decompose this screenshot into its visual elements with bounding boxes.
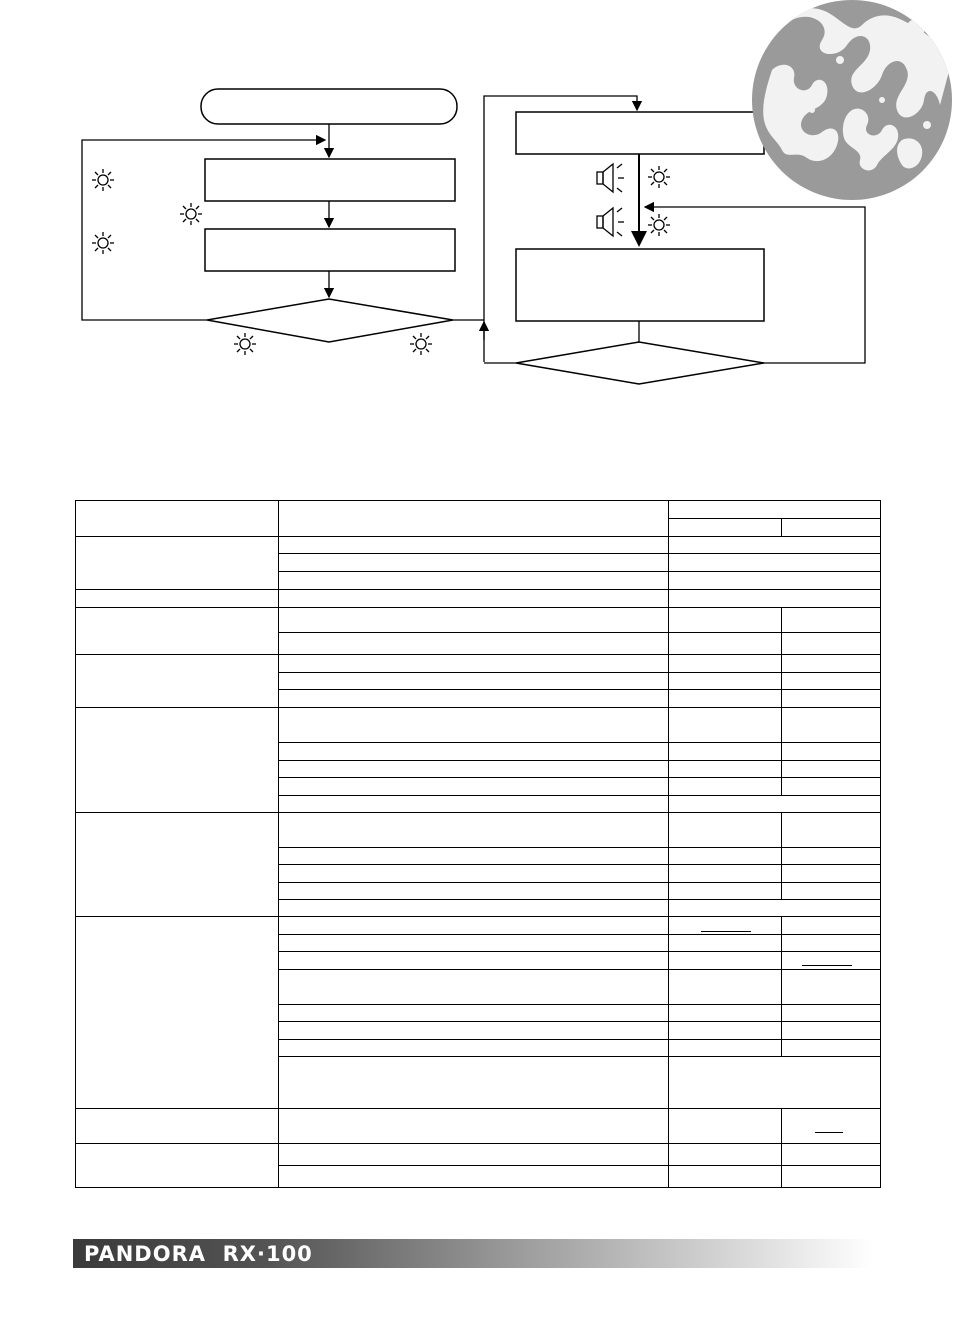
table-row [76,917,881,935]
flow-start-terminal [201,89,457,124]
table-cell [279,572,669,590]
table-cell [669,501,881,519]
table-cell [782,1109,881,1144]
flow-box-2 [205,229,455,271]
table-cell [76,917,279,1109]
flow-box-1 [205,159,455,201]
table-cell [669,1166,782,1188]
table-cell [782,935,881,952]
table-cell [76,1144,279,1188]
table-cell [279,1166,669,1188]
table-cell [669,761,782,778]
table-cell [279,708,669,743]
sun-icon [234,333,256,355]
table-cell [782,761,881,778]
table-cell [279,970,669,1005]
table-cell [669,608,782,633]
flow-decision-1 [207,299,453,342]
table-cell [279,1109,669,1144]
flow-box-3 [516,112,764,154]
table-cell [76,537,279,590]
globe-icon [752,0,953,205]
table-cell [669,796,881,813]
table-cell [669,572,881,590]
table-cell [279,848,669,865]
table-cell [782,865,881,883]
table-cell [669,970,782,1005]
sun-icon [410,333,432,355]
footer-bar [73,1239,873,1268]
table-cell [782,690,881,708]
spec-table [75,500,881,1188]
sun-icon [648,166,670,188]
table-cell [76,590,279,608]
table-cell [782,633,881,655]
table-row [76,655,881,673]
table-cell [669,865,782,883]
table-cell [782,519,881,537]
table-cell [782,1022,881,1040]
table-cell [669,519,782,537]
table-cell [669,708,782,743]
table-cell [279,743,669,761]
table-cell [782,813,881,848]
table-cell [279,952,669,970]
sun-icon [648,214,670,236]
table-row [76,537,881,554]
table-row [76,813,881,848]
table-cell [279,1144,669,1166]
table-cell [279,1057,669,1109]
table-cell [279,900,669,917]
table-cell [669,900,881,917]
table-cell [669,690,782,708]
table-cell [669,590,881,608]
table-row [76,501,881,519]
table-cell [669,813,782,848]
table-cell [782,848,881,865]
table-cell [279,865,669,883]
table-cell [279,1040,669,1057]
table-cell [669,1005,782,1022]
table-cell [76,655,279,708]
table-cell [669,554,881,572]
table-cell [782,1040,881,1057]
table-cell [782,952,881,970]
table-cell [669,1144,782,1166]
flow-box-4 [516,249,764,321]
table-cell [669,743,782,761]
table-cell [279,1022,669,1040]
sun-icon [92,169,114,191]
table-cell [669,917,782,935]
table-cell [782,970,881,1005]
table-cell [279,917,669,935]
table-cell [279,935,669,952]
table-cell [669,537,881,554]
table-cell [669,1109,782,1144]
flow-decision-2 [516,342,764,384]
table-cell [279,673,669,690]
table-cell [279,813,669,848]
table-cell [782,743,881,761]
table-cell [279,690,669,708]
speaker-icon [597,164,624,192]
table-cell [782,708,881,743]
table-cell [279,796,669,813]
table-cell [669,1057,881,1109]
table-row [76,608,881,633]
table-cell [669,1040,782,1057]
table-row [76,708,881,743]
table-cell [782,778,881,796]
footer-product-title: PANDORA RX·100 [84,1242,313,1266]
table-cell [782,655,881,673]
table-cell [782,917,881,935]
table-cell [76,608,279,655]
table-cell [782,608,881,633]
table-cell [669,952,782,970]
dash-mark [815,1132,843,1133]
table-cell [279,590,669,608]
table-cell [669,935,782,952]
table-cell [782,1144,881,1166]
table-cell [76,1109,279,1144]
table-cell [279,883,669,900]
speaker-icon [597,208,624,236]
table-cell [782,673,881,690]
table-cell [279,501,669,537]
table-cell [669,673,782,690]
table-cell [782,1166,881,1188]
table-cell [279,761,669,778]
table-cell [669,848,782,865]
table-cell [76,501,279,537]
table-cell [279,537,669,554]
table-cell [279,633,669,655]
dash-mark [701,931,751,932]
table-row [76,1144,881,1166]
table-cell [669,883,782,900]
table-cell [782,1005,881,1022]
table-cell [279,655,669,673]
table-cell [669,1022,782,1040]
table-cell [279,778,669,796]
table-row [76,1109,881,1144]
table-cell [669,633,782,655]
table-cell [782,883,881,900]
table-cell [279,1005,669,1022]
table-cell [279,554,669,572]
table-row [76,590,881,608]
table-cell [669,655,782,673]
sun-icon [92,232,114,254]
table-cell [76,708,279,813]
sun-icon [180,203,202,225]
table-cell [669,778,782,796]
table-cell [279,608,669,633]
table-cell [76,813,279,917]
dash-mark [802,965,852,966]
